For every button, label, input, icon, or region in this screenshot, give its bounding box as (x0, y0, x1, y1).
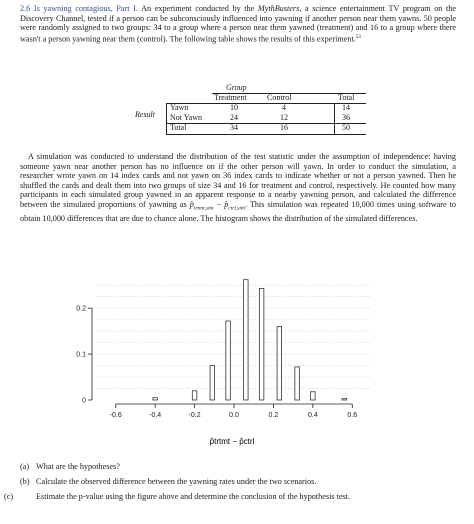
problem-number: 2.6 (20, 4, 31, 13)
cell-total-control: 16 (280, 123, 288, 132)
y-tick-label: 0.1 (76, 351, 86, 359)
histogram-bar (277, 327, 282, 400)
simulation-text-1: A simulation was conducted to understand the distribution of the test statistic under the assumption of independence: having someone yawn near another person has no influence on if the other person will yawn. In order to conduct the simulation, a researcher wrote yawn on 14 index cards and not yawn on 36 index cards to indicate whether or not a person yawned. Then he shuffled the cards and dealt them into two groups of size 34 and 16 for treatment and control, respectively. He counted how many participants in each simulated group yawned in an apparent response to a nearby yawning person, and calculated the difference between the simulated proportions of yawning as (20, 152, 456, 209)
histogram-bar (192, 391, 197, 400)
footnote-mark: 53 (355, 34, 361, 40)
show-name: MythBusters (257, 4, 300, 13)
histogram-bar (259, 288, 264, 400)
histogram-bar (226, 321, 231, 400)
table-rule-left (166, 103, 167, 134)
cell-notyawn-treatment: 24 (230, 113, 238, 122)
question-c-label: (c) (4, 492, 14, 501)
formula-sub-b: ctrl,sim (228, 205, 245, 212)
col-header-treatment: Treatment (214, 93, 247, 102)
x-tick-label: -0.4 (149, 412, 162, 419)
histogram-bar (342, 399, 347, 400)
histogram-bar (210, 366, 215, 400)
y-tick-label: 0 (82, 397, 86, 405)
simulation-text-2: . This simulation was repeated 10,000 times using software to obtain 10,000 differences that are due to chance alone. The histogram shows the distribution of the simulated differences. (20, 199, 457, 224)
cell-yawn-control: 4 (282, 103, 286, 112)
x-tick-label: 0.6 (347, 412, 358, 419)
x-tick-label: 0.2 (268, 412, 279, 419)
question-a-text: What are the hypotheses? (36, 462, 120, 471)
x-tick-label: 0.0 (229, 412, 239, 419)
y-tick-label: 0.2 (76, 305, 86, 313)
row-label-not-yawn: Not Yawn (170, 113, 203, 122)
histogram-bar (153, 398, 158, 400)
histogram-chart (0, 272, 474, 452)
row-label-total: Total (170, 123, 187, 132)
question-b-text: Calculate the observed difference between the yawning rates under the two scenarios. (36, 477, 317, 486)
question-b-label: (b) (20, 477, 30, 486)
formula-sub-a: trtmt,sim (193, 205, 214, 212)
col-header-control: Control (267, 93, 292, 102)
question-a-label: (a) (20, 462, 30, 471)
formula-phat-a: p̂ (189, 199, 194, 209)
question-c (4, 492, 466, 502)
histogram-bar (295, 367, 300, 400)
group-header: Group (226, 83, 247, 92)
table-rule-header (166, 103, 366, 104)
question-a (20, 462, 450, 472)
problem-intro (20, 4, 456, 44)
problem-body-lead: An experiment conducted by the (141, 4, 255, 13)
cell-total-total: 50 (342, 123, 350, 132)
grid-lines (96, 285, 372, 388)
table-rule-bottom (166, 134, 366, 135)
cell-yawn-total: 14 (342, 103, 350, 112)
results-table (0, 83, 474, 137)
question-b (20, 477, 450, 487)
row-label-yawn: Yawn (170, 103, 189, 112)
cell-notyawn-control: 12 (280, 113, 288, 122)
table-rule-total-col (334, 103, 335, 134)
formula-minus: − (213, 199, 225, 209)
histogram-bar (244, 280, 249, 400)
problem-title: Is yawning contagious, Part I. (33, 4, 138, 13)
x-tick-label: 0.4 (307, 412, 318, 419)
col-header-total: Total (338, 93, 355, 102)
cell-yawn-treatment: 10 (230, 103, 238, 112)
row-group-label: Result (135, 110, 155, 119)
x-axis-label: p̂trtmt − p̂ctrl (209, 437, 255, 446)
histogram-bar (311, 392, 316, 400)
chart-axes (76, 306, 357, 419)
cell-notyawn-total: 36 (342, 113, 350, 122)
x-tick-label: -0.6 (109, 412, 122, 419)
formula-phat-b: p̂ (224, 199, 229, 209)
histogram-bars (153, 280, 347, 400)
table-rule-total-row (166, 123, 366, 124)
simulation-description (20, 152, 456, 224)
problem-body: , a science entertainment TV program on the Discovery Channel, tested if a person can be subconsciously influenced into yawning if another person near them yawns. 50 people were randomly assigned to two groups: 34 to a group where a person near them yawned (treatment) and 16 to a group where there wasn't a person yawning near them (control). The following table shows the results of this experiment. (20, 4, 457, 44)
x-tick-label: -0.2 (188, 412, 201, 419)
cell-total-treatment: 34 (230, 123, 238, 132)
question-c-text: Estimate the p-value using the figure above and determine the conclusion of the hypothesis test. (36, 492, 350, 501)
